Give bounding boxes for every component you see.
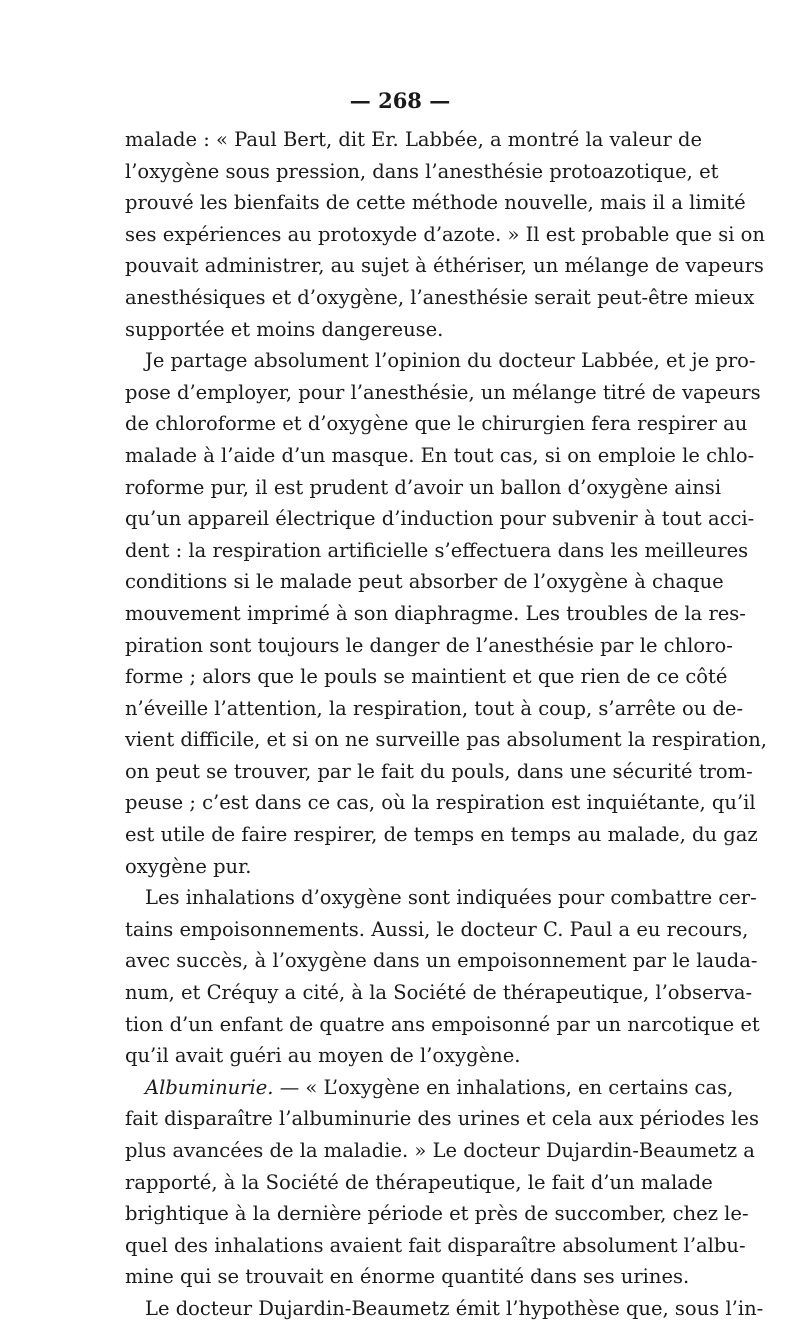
page-number: — 268 —: [349, 88, 451, 113]
text-line: forme ; alors que le pouls se maintient et que rien de ce côté: [125, 665, 728, 689]
text-line: supportée et moins dangereuse.: [125, 317, 444, 341]
text-line: peuse ; c’est dans ce cas, où la respiration est inquiétante, qu’il: [125, 791, 756, 815]
text-line: l’oxygène sous pression, dans l’anesthésie protoazotique, et: [125, 159, 719, 183]
text-line: anesthésiques et d’oxygène, l’anesthésie serait peut-être mieux: [125, 285, 755, 309]
body-text: [125, 124, 767, 1325]
text-line: avec succès, à l’oxygène dans un empoisonnement par le lauda-: [125, 949, 758, 973]
text-line: qu’un appareil électrique d’induction pour subvenir à tout acci-: [125, 507, 755, 531]
text-line: mouvement imprimé à son diaphragme. Les troubles de la res-: [125, 601, 746, 625]
section-heading: Albuminurie.: [145, 1075, 274, 1099]
text-line: on peut se trouver, par le fait du pouls, dans une sécurité trom-: [125, 759, 753, 783]
text-line: de chloroforme et d’oxygène que le chirurgien fera respirer au: [125, 412, 748, 436]
text-line: tains empoisonnements. Aussi, le docteur C. Paul a eu recours,: [125, 917, 749, 941]
text-line: Le docteur Dujardin-Beaumetz émit l’hypothèse que, sous l’in-: [145, 1296, 764, 1320]
text-line: ses expériences au protoxyde d’azote. » Il est probable que si on: [125, 222, 765, 246]
text-line: mine qui se trouvait en énorme quantité dans ses urines.: [125, 1265, 690, 1289]
text-line: piration sont toujours le danger de l’anesthésie par le chloro-: [125, 633, 733, 657]
text-line: Les inhalations d’oxygène sont indiquées pour combattre cer-: [145, 886, 757, 910]
text-line: rapporté, à la Société de thérapeutique, le fait d’un malade: [125, 1170, 713, 1194]
text-line: pouvait administrer, au sujet à éthériser, un mélange de vapeurs: [125, 254, 764, 278]
text-line: est utile de faire respirer, de temps en temps au malade, du gaz: [125, 823, 758, 847]
text-line: malade à l’aide d’un masque. En tout cas, si on emploie le chlo-: [125, 443, 755, 467]
text-line: roforme pur, il est prudent d’avoir un ballon d’oxygène ainsi: [125, 475, 722, 499]
text-line: quel des inhalations avaient fait disparaître absolument l’albu-: [125, 1233, 746, 1257]
text-line: prouvé les bienfaits de cette méthode nouvelle, mais il a limité: [125, 191, 746, 215]
text-line: Je partage absolument l’opinion du docteur Labbée, et je pro-: [145, 349, 756, 373]
text-line: fait disparaître l’albuminurie des urines et cela aux périodes les: [125, 1107, 759, 1131]
text-line: num, et Créquy a cité, à la Société de thérapeutique, l’observa-: [125, 981, 753, 1005]
text-line: n’éveille l’attention, la respiration, tout à coup, s’arrête ou de-: [125, 696, 744, 720]
text-line: brightique à la dernière période et près de succomber, chez le-: [125, 1202, 749, 1226]
text-line: malade : « Paul Bert, dit Er. Labbée, a montré la valeur de: [125, 128, 703, 151]
text-line: dent : la respiration artificielle s’effectuera dans les meilleures: [125, 538, 749, 562]
text-line: oxygène pur.: [125, 854, 252, 878]
text-line: tion d’un enfant de quatre ans empoisonné par un narcotique et: [125, 1012, 760, 1036]
text-line: vient difficile, et si on ne surveille pas absolument la respiration,: [125, 728, 767, 752]
text-line: qu’il avait guéri au moyen de l’oxygène.: [125, 1044, 521, 1068]
text-line: pose d’employer, pour l’anesthésie, un mélange titré de vapeurs: [125, 380, 761, 404]
text-line: plus avancées de la maladie. » Le docteur Dujardin-Beaumetz a: [125, 1139, 755, 1162]
text-line: conditions si le malade peut absorber de l’oxygène à chaque: [125, 570, 724, 594]
text-line: Albuminurie. — « L’oxygène en inhalations, en certains cas,: [145, 1075, 734, 1099]
